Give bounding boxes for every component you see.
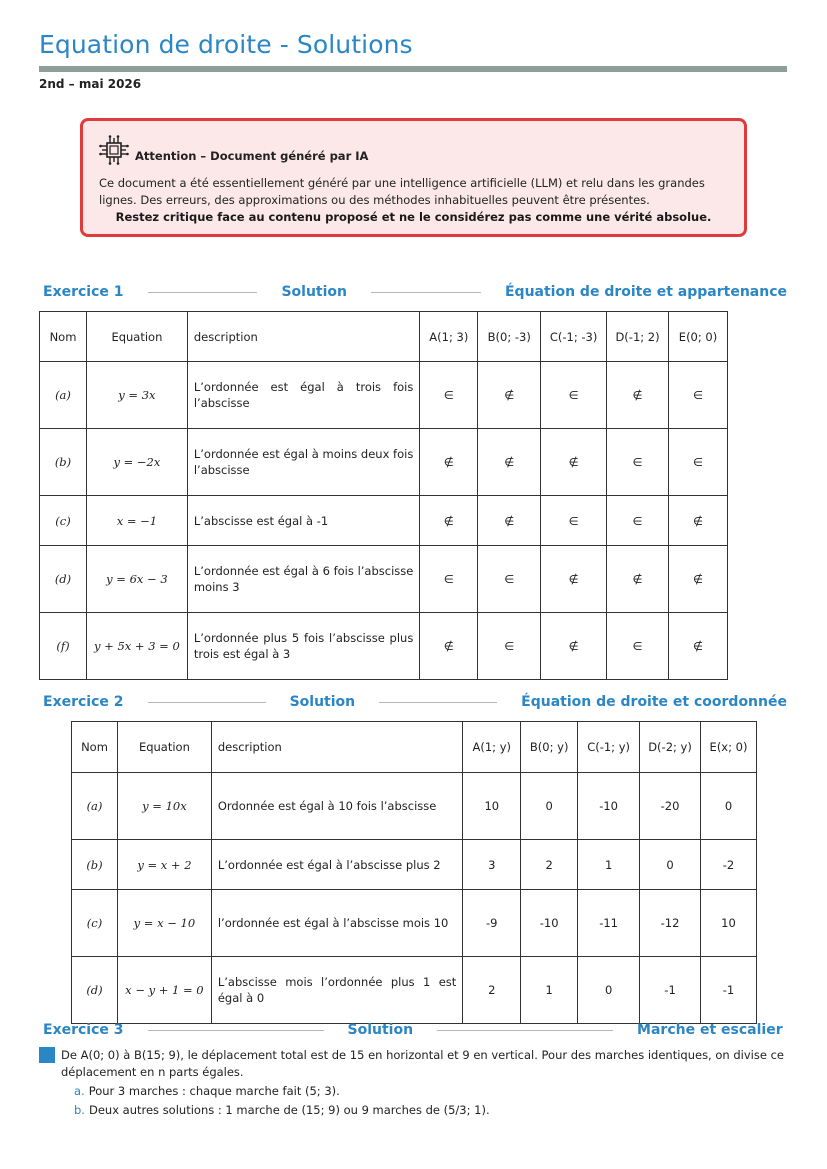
row-cell: 1 <box>521 957 578 1024</box>
row-cell: 3 <box>463 840 521 890</box>
row-cell: ∈ <box>420 362 478 429</box>
exercise3-item <box>74 1083 791 1100</box>
row-name: (a) <box>40 362 87 429</box>
row-cell: 0 <box>578 957 640 1024</box>
col-header: D(-1; 2) <box>607 312 669 362</box>
row-cell: 10 <box>701 890 757 957</box>
row-cell: 0 <box>701 773 757 840</box>
ai-chip-icon <box>99 135 129 165</box>
row-cell: 2 <box>463 957 521 1024</box>
row-cell: ∉ <box>541 546 607 613</box>
row-equation: y = 3x <box>86 362 187 429</box>
row-equation: x − y + 1 = 0 <box>117 957 211 1024</box>
row-cell: 0 <box>640 840 701 890</box>
row-equation: y + 5x + 3 = 0 <box>86 613 187 680</box>
row-description: L’ordonnée plus 5 fois l’abscisse plus trois est égal à 3 <box>187 613 420 680</box>
row-description: l’ordonnée est égal à l’abscisse mois 10 <box>211 890 462 957</box>
exercise3-topic: Marche et escalier <box>637 1022 783 1038</box>
row-name: (d) <box>40 546 87 613</box>
row-cell: ∈ <box>607 429 669 496</box>
row-equation: y = 10x <box>117 773 211 840</box>
row-equation: y = −2x <box>86 429 187 496</box>
ai-warning-box <box>80 118 747 237</box>
row-description: L’ordonnée est égal à 6 fois l’abscisse moins 3 <box>187 546 420 613</box>
row-description: L’abscisse est égal à -1 <box>187 496 420 546</box>
row-name: (b) <box>72 840 118 890</box>
row-cell: -2 <box>701 840 757 890</box>
exercise3-header <box>43 1020 787 1040</box>
exercise1-table <box>39 311 728 680</box>
row-cell: -1 <box>640 957 701 1024</box>
row-cell: ∉ <box>669 496 728 546</box>
row-cell: -10 <box>521 890 578 957</box>
row-name: (c) <box>72 890 118 957</box>
row-cell: ∈ <box>541 362 607 429</box>
col-header: Nom <box>72 722 118 773</box>
table-row <box>40 362 728 429</box>
row-cell: ∉ <box>669 613 728 680</box>
exercise1-label: Exercice 1 <box>43 284 124 300</box>
row-cell: ∉ <box>420 613 478 680</box>
col-header: C(-1; -3) <box>541 312 607 362</box>
row-description: L’ordonnée est égal à trois fois l’abscisse <box>187 362 420 429</box>
exercise2-header <box>43 692 787 712</box>
row-name: (a) <box>72 773 118 840</box>
row-description: L’abscisse mois l’ordonnée plus 1 est égal à 0 <box>211 957 462 1024</box>
table-row <box>40 496 728 546</box>
col-header: E(x; 0) <box>701 722 757 773</box>
exercise3-content <box>32 1047 791 1119</box>
exercise1-header <box>43 282 787 302</box>
row-cell: ∉ <box>478 496 541 546</box>
row-name: (f) <box>40 613 87 680</box>
row-cell: -20 <box>640 773 701 840</box>
row-cell: ∉ <box>478 429 541 496</box>
exercise3-label: Exercice 3 <box>43 1022 124 1038</box>
table-row <box>40 613 728 680</box>
col-header: description <box>187 312 420 362</box>
exercise2-topic: Équation de droite et coordonnée <box>521 694 787 710</box>
row-cell: 0 <box>521 773 578 840</box>
row-description: L’ordonnée est égal à moins deux fois l’abscisse <box>187 429 420 496</box>
row-equation: y = x + 2 <box>117 840 211 890</box>
row-cell: ∈ <box>607 496 669 546</box>
row-cell: 2 <box>521 840 578 890</box>
item-label: a. <box>74 1084 85 1098</box>
question-number-badge: 1 <box>39 1047 55 1063</box>
row-equation: y = x − 10 <box>117 890 211 957</box>
row-cell: -1 <box>701 957 757 1024</box>
item-text: Deux autres solutions : 1 marche de (15; 9) ou 9 marches de (5/3; 1). <box>88 1103 490 1117</box>
row-cell: 10 <box>463 773 521 840</box>
table-row <box>72 840 757 890</box>
row-name: (c) <box>40 496 87 546</box>
row-cell: -10 <box>578 773 640 840</box>
row-cell: ∉ <box>541 613 607 680</box>
row-cell: ∈ <box>669 429 728 496</box>
row-cell: ∉ <box>420 429 478 496</box>
row-cell: ∉ <box>420 496 478 546</box>
row-cell: -11 <box>578 890 640 957</box>
exercise3-question <box>32 1047 791 1081</box>
page-subtitle: 2nd – mai 2026 <box>39 77 142 91</box>
row-cell: ∉ <box>478 362 541 429</box>
row-cell: ∈ <box>669 362 728 429</box>
exercise1-topic: Équation de droite et appartenance <box>504 284 787 300</box>
table-row <box>40 546 728 613</box>
col-header: Equation <box>117 722 211 773</box>
row-cell: ∈ <box>541 496 607 546</box>
col-header: B(0; -3) <box>478 312 541 362</box>
page-title: Equation de droite - Solutions <box>39 30 413 59</box>
exercise1-solution-label: Solution <box>281 284 348 300</box>
warning-emphasis: Restez critique face au contenu proposé et ne le considérez pas comme une vérité absolue. <box>115 210 712 224</box>
col-header: C(-1; y) <box>578 722 640 773</box>
row-cell: ∉ <box>669 546 728 613</box>
exercise1-header-row <box>40 312 728 362</box>
title-rule <box>39 66 787 72</box>
row-cell: ∉ <box>607 362 669 429</box>
exercise2-label: Exercice 2 <box>43 694 124 710</box>
col-header: Equation <box>86 312 187 362</box>
row-cell: -12 <box>640 890 701 957</box>
row-cell: ∉ <box>541 429 607 496</box>
exercise2-solution-label: Solution <box>289 694 356 710</box>
row-cell: ∈ <box>607 613 669 680</box>
exercise3-item <box>74 1102 791 1119</box>
row-cell: ∉ <box>607 546 669 613</box>
row-cell: ∈ <box>478 546 541 613</box>
row-description: L’ordonnée est égal à l’abscisse plus 2 <box>211 840 462 890</box>
row-name: (d) <box>72 957 118 1024</box>
item-text: Pour 3 marches : chaque marche fait (5; 3). <box>88 1084 340 1098</box>
row-cell: 1 <box>578 840 640 890</box>
col-header: A(1; 3) <box>420 312 478 362</box>
row-description: Ordonnée est égal à 10 fois l’abscisse <box>211 773 462 840</box>
item-label: b. <box>74 1103 85 1117</box>
col-header: E(0; 0) <box>669 312 728 362</box>
row-cell: -9 <box>463 890 521 957</box>
table-row <box>72 773 757 840</box>
row-cell: ∈ <box>478 613 541 680</box>
exercise3-solution-label: Solution <box>347 1022 414 1038</box>
warning-body: Ce document a été essentiellement généré par une intelligence artificielle (LLM) et relu dans les grandes lignes. Des erreurs, des approximations ou des méthodes inhabituelles peuvent être présentes. <box>99 176 705 207</box>
row-cell: ∈ <box>420 546 478 613</box>
row-name: (b) <box>40 429 87 496</box>
col-header: Nom <box>40 312 87 362</box>
exercise2-header-row <box>72 722 757 773</box>
table-row <box>40 429 728 496</box>
exercise2-table <box>71 721 757 1024</box>
table-row <box>72 890 757 957</box>
col-header: description <box>211 722 462 773</box>
warning-title: Attention – Document généré par IA <box>135 149 369 163</box>
col-header: B(0; y) <box>521 722 578 773</box>
col-header: A(1; y) <box>463 722 521 773</box>
table-row <box>72 957 757 1024</box>
row-equation: y = 6x − 3 <box>86 546 187 613</box>
col-header: D(-2; y) <box>640 722 701 773</box>
row-equation: x = −1 <box>86 496 187 546</box>
exercise3-intro: De A(0; 0) à B(15; 9), le déplacement total est de 15 en horizontal et 9 en vertical. Pour des marches identiques, on divise ce déplacement en n parts égales. <box>61 1048 784 1079</box>
